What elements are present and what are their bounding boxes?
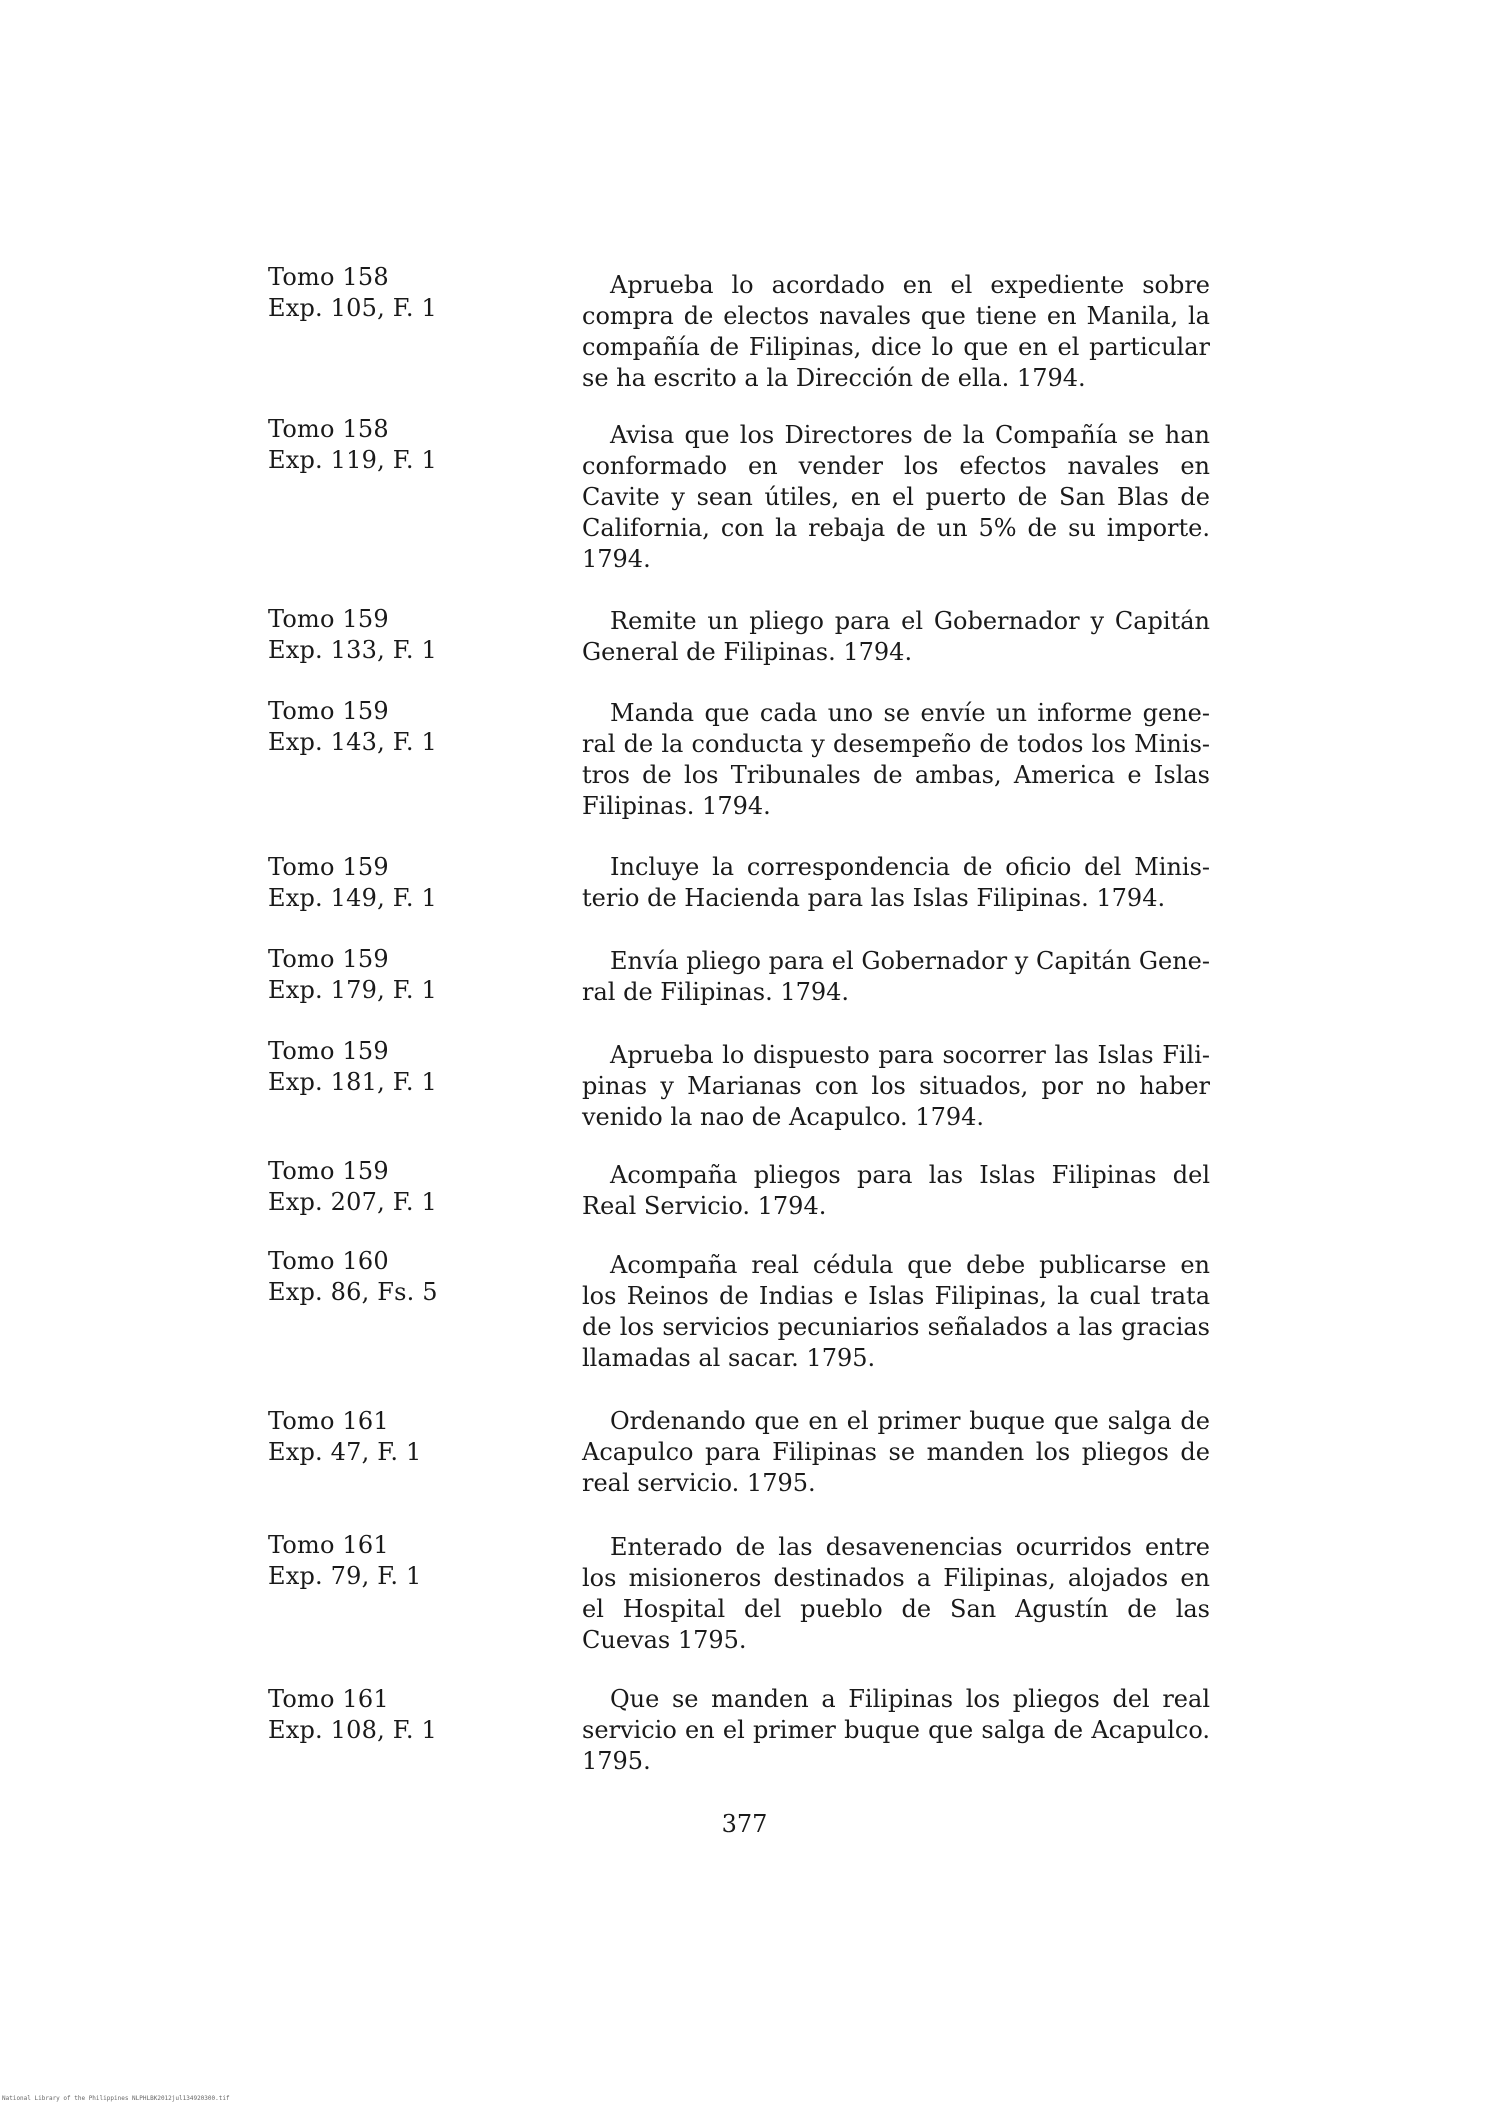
tomo-label: Tomo 161	[268, 1531, 389, 1559]
expediente-label: Exp. 105, F. 1	[268, 294, 437, 322]
expediente-label: Exp. 119, F. 1	[268, 446, 437, 474]
expediente-label: Exp. 149, F. 1	[268, 884, 437, 912]
reference	[268, 414, 498, 476]
expediente-label: Exp. 108, F. 1	[268, 1716, 437, 1744]
reference	[268, 262, 498, 324]
reference	[268, 696, 498, 758]
entry-summary: Acompaña pliegos para las Islas Filipinas del Real Servicio. 1794.	[582, 1161, 1210, 1220]
reference	[268, 944, 498, 1006]
reference	[268, 1684, 498, 1746]
tomo-label: Tomo 159	[268, 1157, 389, 1185]
entry-summary: Remite un pliego para el Gobernador y Capitán General de Filipinas. 1794.	[582, 607, 1210, 666]
tomo-label: Tomo 161	[268, 1685, 389, 1713]
entry-summary: Manda que cada uno se envíe un informe general de la conducta y desempeño de todos los Ministros de los Tribunales de ambas, America e Islas Filipinas. 1794.	[582, 699, 1210, 820]
expediente-label: Exp. 143, F. 1	[268, 728, 437, 756]
tomo-label: Tomo 158	[268, 415, 389, 443]
expediente-label: Exp. 133, F. 1	[268, 636, 437, 664]
expediente-label: Exp. 79, F. 1	[268, 1562, 422, 1590]
entry-summary: Enterado de las desavenencias ocurridos entre los misioneros destinados a Filipinas, alojados en el Hospital del pueblo de San Agustín de las Cuevas 1795.	[582, 1533, 1210, 1654]
expediente-label: Exp. 207, F. 1	[268, 1188, 437, 1216]
tomo-label: Tomo 159	[268, 945, 389, 973]
tomo-label: Tomo 159	[268, 853, 389, 881]
reference	[268, 1036, 498, 1098]
entry-summary: Envía pliego para el Gobernador y Capitán General de Filipinas. 1794.	[582, 947, 1210, 1006]
tomo-label: Tomo 160	[268, 1247, 389, 1275]
reference	[268, 1530, 498, 1592]
entry-summary: Ordenando que en el primer buque que salga de Acapulco para Filipinas se manden los pliegos de real servicio. 1795.	[582, 1407, 1210, 1497]
tomo-label: Tomo 159	[268, 1037, 389, 1065]
reference	[268, 604, 498, 666]
tomo-label: Tomo 159	[268, 605, 389, 633]
scan-footer: National Library of the Philippines NLPHLBK2012jul134920300.tif	[2, 2095, 230, 2102]
expediente-label: Exp. 179, F. 1	[268, 976, 437, 1004]
reference	[268, 1406, 498, 1468]
reference	[268, 1246, 498, 1308]
entry-summary: Incluye la correspondencia de oficio del Ministerio de Hacienda para las Islas Filipinas. 1794.	[582, 853, 1210, 912]
entry-summary: Acompaña real cédula que debe publicarse en los Reinos de Indias e Islas Filipinas, la cual trata de los servicios pecuniarios señalados a las gracias llamadas al sacar. 1795.	[582, 1251, 1210, 1372]
reference	[268, 1156, 498, 1218]
tomo-label: Tomo 161	[268, 1407, 389, 1435]
expediente-label: Exp. 86, Fs. 5	[268, 1278, 438, 1306]
tomo-label: Tomo 159	[268, 697, 389, 725]
reference	[268, 852, 498, 914]
page-number: 377	[721, 1810, 768, 1838]
tomo-label: Tomo 158	[268, 263, 389, 291]
entry-summary: Aprueba lo acordado en el expediente sobre compra de electos navales que tiene en Manila, la compañía de Filipinas, dice lo que en el particular se ha escrito a la Dirección de ella. 1794.	[582, 271, 1210, 392]
expediente-label: Exp. 47, F. 1	[268, 1438, 422, 1466]
entry-summary: Que se manden a Filipinas los pliegos del real servicio en el primer buque que salga de Acapulco. 1795.	[582, 1685, 1210, 1775]
entry-summary: Aprueba lo dispuesto para socorrer las Islas Filipinas y Marianas con los situados, por no haber venido la nao de Acapulco. 1794.	[582, 1041, 1210, 1131]
expediente-label: Exp. 181, F. 1	[268, 1068, 437, 1096]
entry-summary: Avisa que los Directores de la Compañía se han conformado en vender los efectos navales en Cavite y sean útiles, en el puerto de San Blas de California, con la rebaja de un 5% de su importe. 1794.	[582, 421, 1210, 573]
